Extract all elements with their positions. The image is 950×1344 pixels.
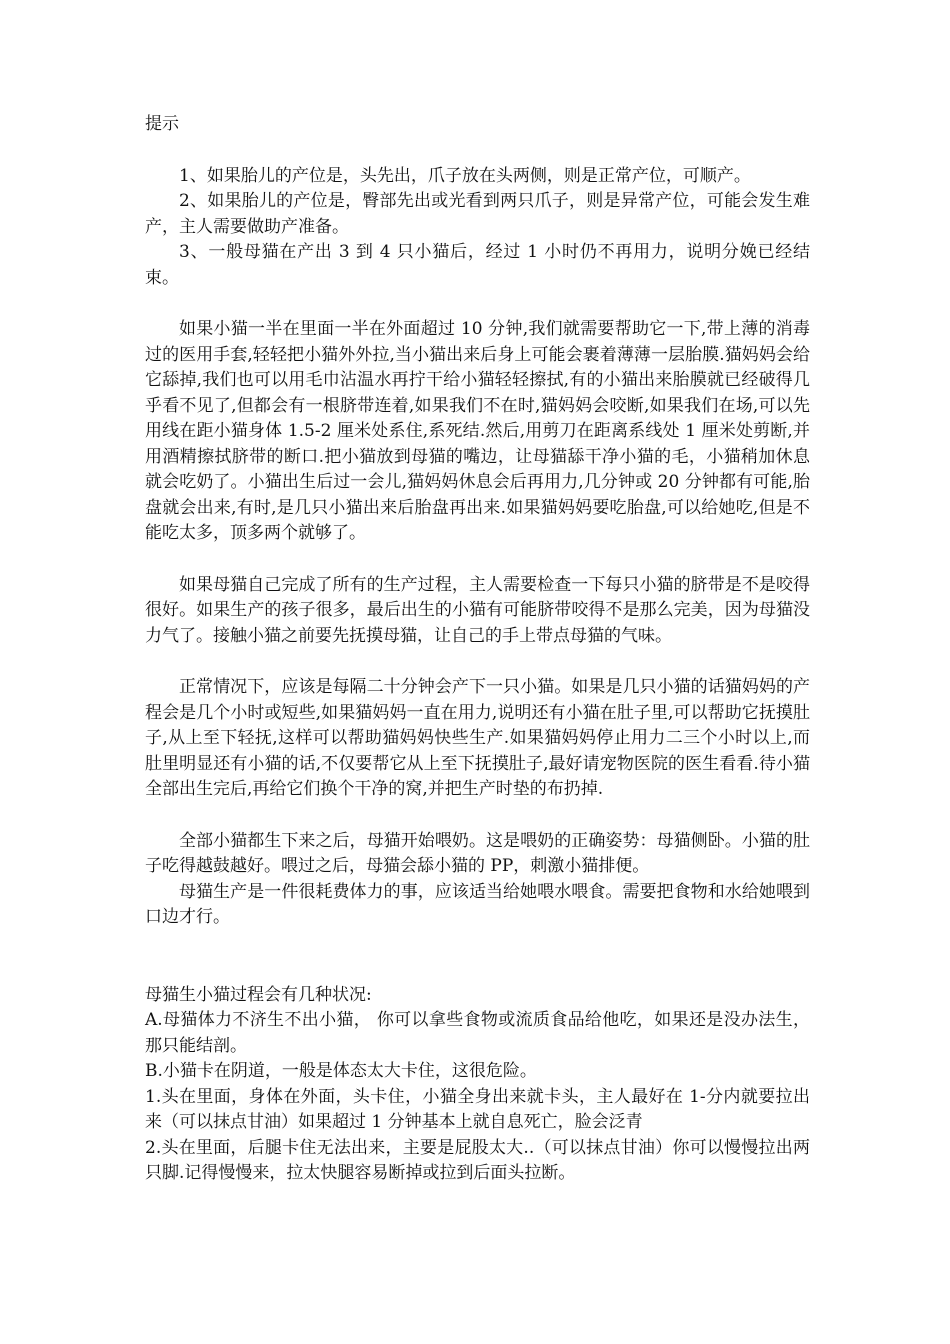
spacer — [145, 291, 810, 317]
tip-2: 2、如果胎儿的产位是，臀部先出或光看到两只爪子，则是异常产位，可能会发生难产，主人需要做助产准备。 — [145, 191, 810, 237]
situation-b: B.小猫卡在阴道，一般是体态太大卡住，这很危险。 — [145, 1061, 537, 1081]
spacer — [145, 547, 810, 573]
spacer — [145, 931, 810, 983]
paragraph-normal-labor: 正常情况下，应该是每隔二十分钟会产下一只小猫。如果是几只小猫的话猫妈妈的产程会是几个小时或短些,如果猫妈妈一直在用力,说明还有小猫在肚子里,可以帮助它抚摸肚子,从上至下轻抚,这样可以帮助猫妈妈快些生产.如果猫妈妈停止用力二三个小时以上,而肚里明显还有小猫的话,不仅要帮它从上至下抚摸肚子,最好请宠物医院的医生看看.待小猫全部出生完后,再给它们换个干净的窝,并把生产时垫的布扔掉. — [145, 677, 810, 799]
paragraph-feeding: 全部小猫都生下来之后，母猫开始喂奶。这是喂奶的正确姿势：母猫侧卧。小猫的肚子吃得越鼓越好。喂过之后，母猫会舔小猫的 PP，刺激小猫排便。 — [145, 830, 810, 876]
situation-a: A.母猫体力不济生不出小猫， 你可以拿些食物或流质食品给他吃，如果还是没办法生，那只能结剖。 — [145, 1010, 810, 1056]
situations-title: 母猫生小猫过程会有几种状况: — [145, 984, 372, 1005]
paragraph-check-umbilical: 如果母猫自己完成了所有的生产过程，主人需要检查一下每只小猫的脐带是不是咬得很好。如果生产的孩子很多，最后出生的小猫有可能脐带咬得不是那么完美，因为母猫没力气了。接触小猫之前要先抚摸母猫，让自己的手上带点母猫的气味。 — [145, 574, 810, 646]
tip-3: 3、一般母猫在产出 3 到 4 只小猫后，经过 1 小时仍不再用力，说明分娩已经结束。 — [145, 242, 810, 288]
spacer — [145, 138, 810, 164]
spacer — [145, 803, 810, 829]
paragraph-care: 母猫生产是一件很耗费体力的事，应该适当给她喂水喂食。需要把食物和水给她喂到口边才行。 — [145, 881, 810, 927]
paragraph-assist-birth: 如果小猫一半在里面一半在外面超过 10 分钟,我们就需要帮助它一下,带上薄的消毒过的医用手套,轻轻把小猫外外拉,当小猫出来后身上可能会裹着薄薄一层胎膜.猫妈妈会给它舔掉,我们也可以用毛巾沾温水再拧干给小猫轻轻擦拭,有的小猫出来胎膜就已经破得几乎看不见了,但都会有一根脐带连着,如果我们不在时,猫妈妈会咬断,如果我们在场,可以先用线在距小猫身体 1.5-2 厘米处系住,系死结.然后,用剪刀在距离系线处 1 厘米处剪断,并用酒精擦拭脐带的断口.把小猫放到母猫的嘴边，让母猫舔干净小猫的毛，小猫稍加休息就会吃奶了。小猫出生后过一会儿,猫妈妈休息会后再用力,几分钟或 20 分钟都有可能,胎盘就会出来,有时,是几只小猫出来后胎盘再出来.如果猫妈妈要吃胎盘,可以给她吃,但是不能吃太多，顶多两个就够了。 — [145, 319, 810, 543]
spacer — [145, 649, 810, 675]
document-page — [145, 112, 810, 1187]
heading: 提示 — [145, 114, 179, 134]
situation-1: 1.头在里面，身体在外面，头卡住，小猫全身出来就卡头，主人最好在 1-分内就要拉出来（可以抹点甘油）如果超过 1 分钟基本上就自息死亡，脸会泛青 — [145, 1086, 810, 1132]
situation-2: 2.头在里面，后腿卡住无法出来，主要是屁股太大..（可以抹点甘油）你可以慢慢拉出两只脚.记得慢慢来，拉太快腿容易断掉或拉到后面头拉断。 — [145, 1137, 810, 1183]
tip-1: 1、如果胎儿的产位是，头先出，爪子放在头两侧，则是正常产位，可顺产。 — [179, 165, 751, 186]
